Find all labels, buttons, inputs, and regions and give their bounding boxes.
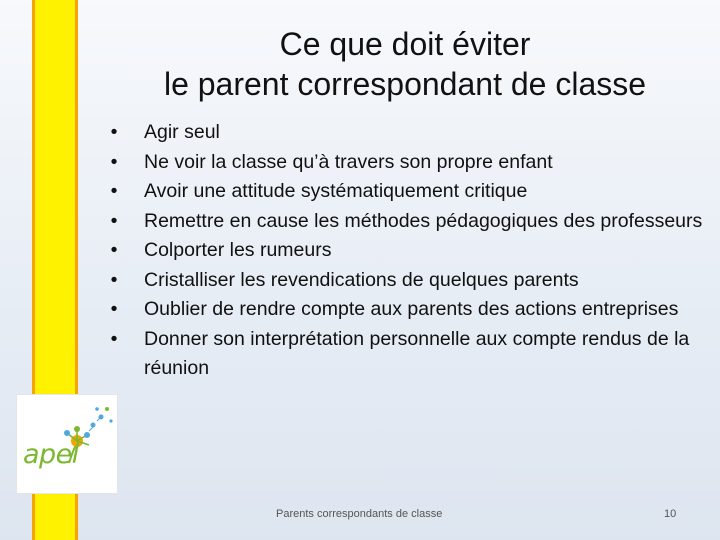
slide-title bbox=[110, 24, 700, 104]
bullet-glyph: • bbox=[110, 327, 118, 350]
bullet-item bbox=[104, 266, 716, 296]
bullet-text: Colporter les rumeurs bbox=[144, 239, 332, 261]
bullet-text: Avoir une attitude systématiquement critique bbox=[144, 180, 528, 202]
apel-logo bbox=[16, 394, 118, 494]
bullet-item bbox=[104, 236, 716, 266]
bullet-text: Cristalliser les revendications de quelques parents bbox=[144, 268, 579, 291]
bullet-glyph: • bbox=[110, 150, 118, 173]
bullet-text: Agir seul bbox=[144, 121, 220, 143]
logo-text: apel bbox=[23, 439, 79, 470]
bullet-item bbox=[104, 207, 716, 237]
title-line-2: le parent correspondant de classe bbox=[163, 66, 647, 102]
bullet-text: Ne voir la classe qu’à travers son propre enfant bbox=[144, 150, 553, 173]
bullet-text: Oublier de rendre compte aux parents des actions entreprises bbox=[144, 298, 679, 320]
slide-footer: Parents correspondants de classe bbox=[276, 508, 443, 520]
bullet-item bbox=[104, 118, 716, 148]
bullet-text: Remettre en cause les méthodes pédagogiques des professeurs bbox=[144, 209, 703, 232]
bullet-item bbox=[104, 148, 716, 178]
bullet-glyph: • bbox=[110, 121, 118, 143]
bullet-item bbox=[104, 177, 716, 207]
bullet-item bbox=[104, 295, 716, 325]
bullet-glyph: • bbox=[110, 239, 118, 261]
bullet-glyph: • bbox=[110, 209, 118, 232]
bullet-item bbox=[104, 325, 716, 384]
bullet-glyph: • bbox=[110, 180, 118, 202]
title-line-1: Ce que doit éviter bbox=[279, 26, 531, 62]
bullet-list bbox=[104, 118, 716, 384]
bullet-glyph: • bbox=[110, 268, 118, 291]
bullet-text: Donner son interprétation personnelle aux compte rendus de la réunion bbox=[144, 327, 690, 379]
bullet-glyph: • bbox=[110, 298, 118, 320]
page-number: 10 bbox=[664, 508, 677, 520]
